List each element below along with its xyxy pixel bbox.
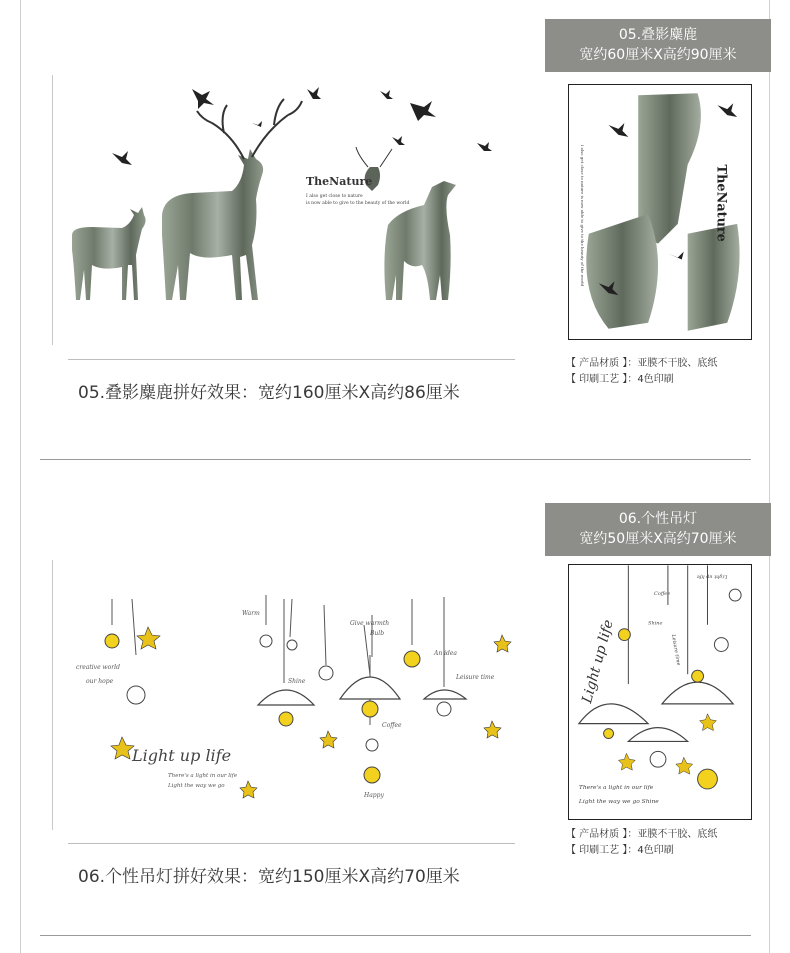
product-06-size: 宽约50厘米X高约70厘米 [579,531,737,547]
product-06-printing: 【 印刷工艺 】：4色印刷 [566,845,674,856]
scene-05-subtitle-2: is now able to give to the beauty of the world [306,201,410,206]
scene-06-subtitle-1: There's a light in our life [168,773,238,779]
product-05-specs [566,356,717,388]
thumb-06-word-leisure: Leisure time [669,633,682,667]
scene-06-subtitle-2: Light the way we go [168,783,225,789]
word-happy: Happy [364,792,384,799]
product-05-printing: 【 印刷工艺 】：4色印刷 [566,374,674,385]
thumb-06-word-coffee: Coffee [654,591,671,598]
word-bulb: Bulb [370,630,385,637]
thumb-06-title: Light up life [579,618,617,705]
stag-silhouette [162,149,263,300]
section-separator [40,459,751,460]
product-06-material: 【 产品材质 】：亚膜不干胶、底纸 [566,829,718,840]
stag-antlers [197,99,302,159]
product-05-material: 【 产品材质 】：亚膜不干胶、底纸 [566,358,718,369]
bird-icons [112,87,492,165]
caption-05-rule [68,359,515,360]
thumb-06-subtitle-2: Light the way we go Shine [578,797,659,805]
product-05-caption: 05.叠影麋鹿拼好效果：宽约160厘米X高约86厘米 [78,383,460,403]
product-06-specs [566,827,717,859]
thumb-06-word-shine: Shine [648,620,663,627]
thumb-06-subtitle-1: There's a light in our life [578,783,654,791]
word-leisure-time: Leisure time [456,674,495,681]
caption-06-rule [68,843,515,844]
lamp-scene-illustration [52,570,527,840]
product-06-caption: 06.个性吊灯拼好效果：宽约150厘米X高约70厘米 [78,867,460,887]
thumb-06-word-light: Light up life [696,573,728,580]
word-creative-world: creative world [76,664,120,671]
product-06-thumbnail [568,564,752,820]
thumb-05-text: I also get close to nature is now able to give to the beauty of the world [579,144,585,287]
page-border-left [20,0,21,953]
deer-scene-illustration [52,75,527,345]
product-05-size: 宽约60厘米X高约90厘米 [579,47,737,63]
doe-silhouette [384,181,456,300]
fawn-silhouette [72,207,146,300]
product-06-banner [545,503,771,556]
word-our-hope: our hope [86,678,114,685]
scene-06-title: Light up life [132,746,232,765]
word-give-warmth: Give warmth [350,620,390,627]
section-separator-bottom [40,935,751,936]
thumb-05-title: TheNature [713,164,729,242]
page-border-right [769,0,770,953]
scene-05-title: TheNature [306,175,373,188]
word-shine: Shine [288,678,306,685]
word-warm: Warm [242,610,260,617]
product-05-name: 05.叠影麋鹿 [618,27,698,43]
product-05-thumbnail [568,84,752,340]
scene-05-subtitle-1: I also get close to nature [306,194,363,199]
word-coffee: Coffee [382,722,402,729]
product-06-name: 06.个性吊灯 [618,511,698,527]
word-an-idea: An idea [434,650,457,657]
product-05-banner [545,19,771,72]
